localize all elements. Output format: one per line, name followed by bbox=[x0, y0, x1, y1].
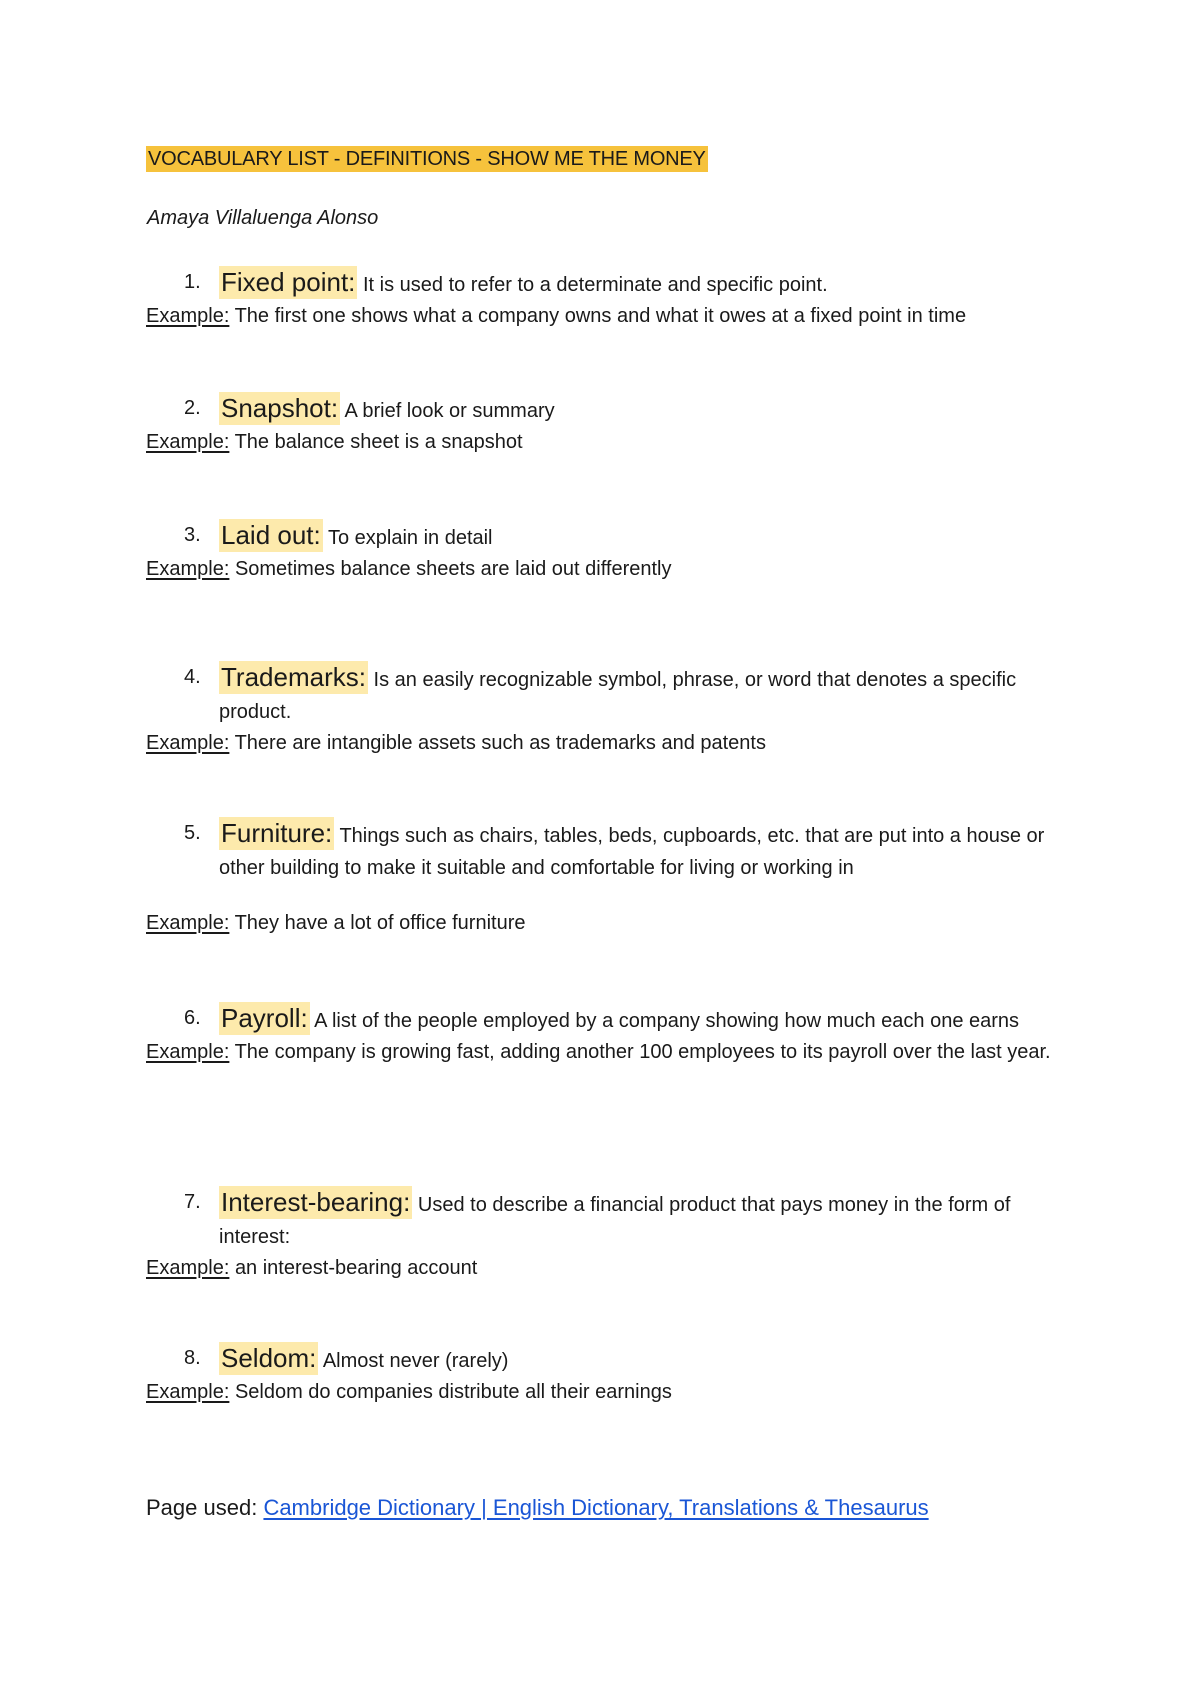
example-text: They have a lot of office furniture bbox=[234, 912, 526, 934]
example-label: Example: bbox=[146, 558, 230, 580]
vocab-entry bbox=[146, 817, 1066, 938]
definition-text: A list of the people employed by a company showing how much each one earns bbox=[314, 1010, 1020, 1032]
term: Fixed point: bbox=[221, 267, 356, 297]
vocab-entry bbox=[146, 1186, 1066, 1283]
term: Snapshot: bbox=[221, 393, 339, 423]
definition-line bbox=[146, 1002, 1066, 1037]
example-text: Seldom do companies distribute all their earnings bbox=[234, 1381, 672, 1403]
definition-line bbox=[146, 661, 1066, 728]
example-text: There are intangible assets such as trademarks and patents bbox=[234, 732, 766, 754]
example-line bbox=[146, 908, 1066, 938]
example-line bbox=[146, 1253, 1066, 1283]
term: Interest-bearing: bbox=[221, 1187, 411, 1217]
example-label: Example: bbox=[146, 1381, 230, 1403]
example-line bbox=[146, 427, 1066, 457]
example-text: The first one shows what a company owns and what it owes at a fixed point in time bbox=[234, 305, 967, 327]
entry-number: 8. bbox=[184, 1347, 201, 1369]
vocab-entry bbox=[146, 1002, 1066, 1067]
vocab-entry bbox=[146, 1342, 1066, 1407]
example-line bbox=[146, 1037, 1066, 1067]
entry-number: 6. bbox=[184, 1007, 201, 1029]
entry-number: 3. bbox=[184, 524, 201, 546]
entry-number: 5. bbox=[184, 822, 201, 844]
example-label: Example: bbox=[146, 732, 230, 754]
vocab-entry bbox=[146, 266, 1066, 331]
definition-text: A brief look or summary bbox=[344, 400, 555, 422]
example-line bbox=[146, 301, 1066, 331]
example-label: Example: bbox=[146, 305, 230, 327]
term: Furniture: bbox=[221, 818, 333, 848]
definition-text: To explain in detail bbox=[327, 527, 493, 549]
definition-line bbox=[146, 266, 1066, 301]
example-label: Example: bbox=[146, 912, 230, 934]
term: Trademarks: bbox=[221, 662, 366, 692]
entry-number: 7. bbox=[184, 1191, 201, 1213]
document-title: VOCABULARY LIST - DEFINITIONS - SHOW ME THE MONEY bbox=[148, 148, 706, 170]
definition-text: Things such as chairs, tables, beds, cupboards, etc. that are put into a house or other building to make it suitable and comfortable for living or working in bbox=[219, 825, 1045, 879]
example-line bbox=[146, 728, 1066, 758]
example-label: Example: bbox=[146, 1257, 230, 1279]
footer-label: Page used: bbox=[146, 1495, 258, 1520]
entry-number: 1. bbox=[184, 271, 201, 293]
term: Laid out: bbox=[221, 520, 321, 550]
example-text: Sometimes balance sheets are laid out differently bbox=[234, 558, 672, 580]
vocab-entry bbox=[146, 519, 1066, 584]
term: Seldom: bbox=[221, 1343, 317, 1373]
author-name: Amaya Villaluenga Alonso bbox=[147, 207, 379, 229]
entry-number: 4. bbox=[184, 666, 201, 688]
definition-text: Used to describe a financial product that pays money in the form of interest: bbox=[219, 1194, 1011, 1248]
example-text: an interest-bearing account bbox=[234, 1257, 478, 1279]
source-footer bbox=[146, 1493, 929, 1523]
example-label: Example: bbox=[146, 1041, 230, 1063]
definition-line bbox=[146, 817, 1066, 884]
entry-number: 2. bbox=[184, 397, 201, 419]
example-line bbox=[146, 554, 1066, 584]
definition-line bbox=[146, 519, 1066, 554]
definition-text: Almost never (rarely) bbox=[322, 1350, 509, 1372]
example-text: The company is growing fast, adding another 100 employees to its payroll over the last year. bbox=[234, 1041, 1051, 1063]
definition-line bbox=[146, 1342, 1066, 1377]
definition-line bbox=[146, 392, 1066, 427]
example-line bbox=[146, 1377, 1066, 1407]
example-label: Example: bbox=[146, 431, 230, 453]
vocab-entry bbox=[146, 392, 1066, 457]
definition-line bbox=[146, 1186, 1066, 1253]
definition-text: Is an easily recognizable symbol, phrase, or word that denotes a specific product. bbox=[219, 669, 1017, 723]
definition-text: It is used to refer to a determinate and specific point. bbox=[362, 274, 828, 296]
source-link[interactable]: Cambridge Dictionary | English Dictionary, Translations & Thesaurus bbox=[263, 1495, 929, 1520]
vocab-entry bbox=[146, 661, 1066, 758]
term: Payroll: bbox=[221, 1003, 308, 1033]
example-text: The balance sheet is a snapshot bbox=[234, 431, 523, 453]
